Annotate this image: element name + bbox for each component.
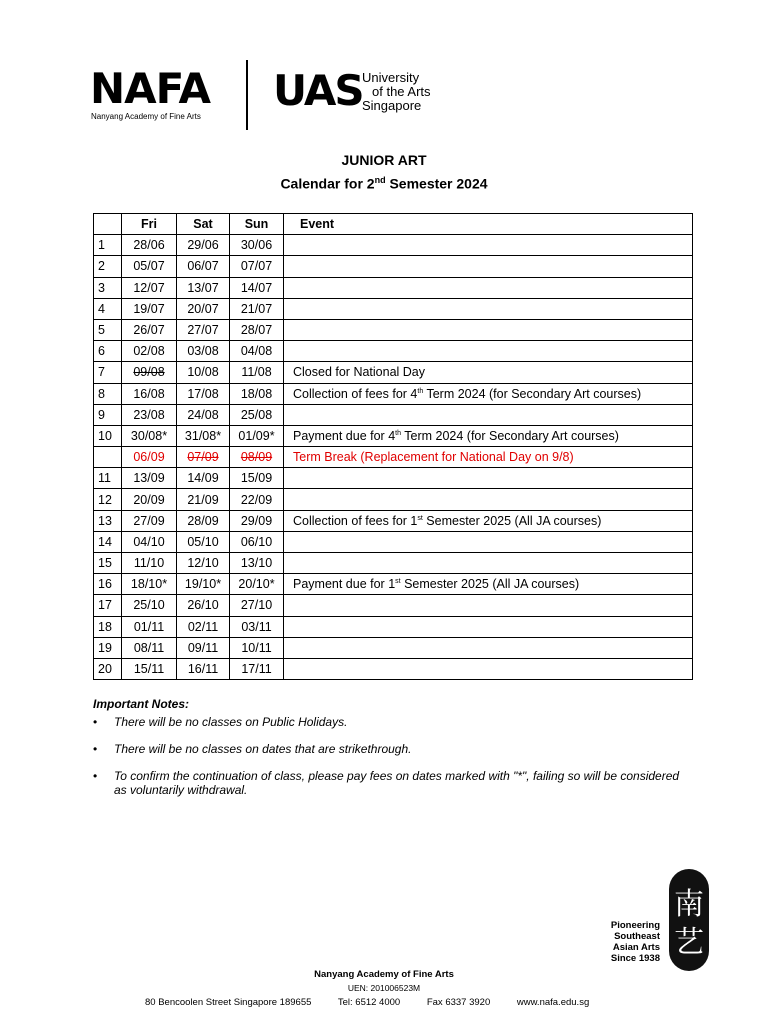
- date-sat: 20/07: [177, 298, 230, 319]
- date-fri: 25/10: [122, 595, 177, 616]
- date-sat: 21/09: [177, 489, 230, 510]
- table-row: [94, 595, 693, 616]
- notes-list: [93, 715, 693, 797]
- logo-header: [90, 60, 490, 132]
- event-cell: [284, 553, 693, 574]
- week-number: 7: [94, 362, 122, 383]
- nafa-logo: NAFA: [90, 64, 211, 113]
- calendar-body: [94, 235, 693, 680]
- table-row: [94, 383, 693, 404]
- seal-tagline: [600, 920, 660, 964]
- date-fri: 20/09: [122, 489, 177, 510]
- date-sat: 17/08: [177, 383, 230, 404]
- footer-address: 80 Bencoolen Street Singapore 189655: [145, 997, 312, 1008]
- week-number: 5: [94, 319, 122, 340]
- date-fri: 11/10: [122, 553, 177, 574]
- table-header-row: [94, 214, 693, 235]
- event-cell: Term Break (Replacement for National Day on 9/8): [284, 447, 693, 468]
- event-cell: [284, 235, 693, 256]
- event-cell: [284, 319, 693, 340]
- important-notes: [93, 697, 693, 810]
- week-number: 6: [94, 341, 122, 362]
- date-fri: 12/07: [122, 277, 177, 298]
- note-item: • There will be no classes on dates that are strikethrough.: [93, 742, 693, 756]
- date-sat: 29/06: [177, 235, 230, 256]
- svg-text:艺: 艺: [674, 925, 704, 960]
- date-sun: 06/10: [230, 531, 284, 552]
- event-cell: Collection of fees for 1st Semester 2025 (All JA courses): [284, 510, 693, 531]
- date-fri: 19/07: [122, 298, 177, 319]
- date-fri: 27/09: [122, 510, 177, 531]
- table-row: [94, 362, 693, 383]
- date-sun: 14/07: [230, 277, 284, 298]
- week-number: 4: [94, 298, 122, 319]
- week-number: 1: [94, 235, 122, 256]
- table-row: [94, 319, 693, 340]
- week-number: 3: [94, 277, 122, 298]
- table-row: [94, 404, 693, 425]
- date-sun: 30/06: [230, 235, 284, 256]
- date-sun: 04/08: [230, 341, 284, 362]
- week-number: 16: [94, 574, 122, 595]
- seal-line-2: Southeast: [614, 931, 660, 942]
- event-cell: [284, 277, 693, 298]
- date-sat: 03/08: [177, 341, 230, 362]
- seal-line-1: Pioneering: [610, 920, 660, 931]
- table-row: [94, 341, 693, 362]
- week-number: 15: [94, 553, 122, 574]
- note-item: • There will be no classes on Public Holidays.: [93, 715, 693, 729]
- date-sat: 12/10: [177, 553, 230, 574]
- table-row: [94, 298, 693, 319]
- uas-logo: UAS: [273, 66, 363, 115]
- nafa-logo-subtitle: Nanyang Academy of Fine Arts: [91, 112, 201, 121]
- week-number: 17: [94, 595, 122, 616]
- week-number: 9: [94, 404, 122, 425]
- date-sat: 26/10: [177, 595, 230, 616]
- footer-uen: UEN: 201006523M: [347, 983, 421, 993]
- uas-line-2: of the Arts: [372, 84, 431, 99]
- date-fri: 04/10: [122, 531, 177, 552]
- date-fri: 30/08*: [122, 425, 177, 446]
- seal-line-4: Since 1938: [610, 953, 660, 964]
- date-fri: 13/09: [122, 468, 177, 489]
- header-event: Event: [284, 214, 693, 235]
- date-sat: 13/07: [177, 277, 230, 298]
- date-sun: 10/11: [230, 637, 284, 658]
- date-sun: 25/08: [230, 404, 284, 425]
- event-cell: [284, 256, 693, 277]
- event-cell: [284, 637, 693, 658]
- week-number: 2: [94, 256, 122, 277]
- event-cell: Payment due for 4th Term 2024 (for Secondary Art courses): [284, 425, 693, 446]
- event-cell: Payment due for 1st Semester 2025 (All JA courses): [284, 574, 693, 595]
- date-sat: 14/09: [177, 468, 230, 489]
- table-row: [94, 574, 693, 595]
- date-sat: 06/07: [177, 256, 230, 277]
- event-cell: [284, 341, 693, 362]
- table-row: [94, 447, 693, 468]
- date-fri: 06/09: [122, 447, 177, 468]
- date-sat: 05/10: [177, 531, 230, 552]
- event-cell: [284, 468, 693, 489]
- week-number: [94, 447, 122, 468]
- date-sun: 15/09: [230, 468, 284, 489]
- table-row: [94, 531, 693, 552]
- table-row: [94, 425, 693, 446]
- header-sat: Sat: [177, 214, 230, 235]
- table-row: [94, 235, 693, 256]
- date-sat: 31/08*: [177, 425, 230, 446]
- event-cell: Closed for National Day: [284, 362, 693, 383]
- table-row: [94, 256, 693, 277]
- week-number: 12: [94, 489, 122, 510]
- date-fri: 01/11: [122, 616, 177, 637]
- event-cell: Collection of fees for 4th Term 2024 (for Secondary Art courses): [284, 383, 693, 404]
- footer-web[interactable]: www.nafa.edu.sg: [516, 997, 590, 1008]
- date-sun: 17/11: [230, 658, 284, 679]
- event-cell: [284, 531, 693, 552]
- header-fri: Fri: [122, 214, 177, 235]
- table-row: [94, 616, 693, 637]
- event-cell: [284, 595, 693, 616]
- footer-contact: [145, 997, 613, 1008]
- date-sun: 13/10: [230, 553, 284, 574]
- table-row: [94, 489, 693, 510]
- date-sun: 01/09*: [230, 425, 284, 446]
- date-fri: 16/08: [122, 383, 177, 404]
- date-sat: 02/11: [177, 616, 230, 637]
- header-sun: Sun: [230, 214, 284, 235]
- notes-title: Important Notes:: [93, 697, 189, 711]
- uas-line-1: University: [362, 70, 420, 85]
- date-sat: 19/10*: [177, 574, 230, 595]
- table-row: [94, 553, 693, 574]
- event-cell: [284, 658, 693, 679]
- week-number: 18: [94, 616, 122, 637]
- document-title: JUNIOR ART: [341, 152, 427, 168]
- calendar-table: [93, 213, 693, 680]
- date-sun: 03/11: [230, 616, 284, 637]
- date-sun: 22/09: [230, 489, 284, 510]
- table-row: [94, 277, 693, 298]
- date-fri: 02/08: [122, 341, 177, 362]
- date-sat: 09/11: [177, 637, 230, 658]
- event-cell: [284, 489, 693, 510]
- date-fri: 18/10*: [122, 574, 177, 595]
- week-number: 11: [94, 468, 122, 489]
- table-row: [94, 510, 693, 531]
- svg-text:南: 南: [674, 887, 704, 922]
- date-sun: 18/08: [230, 383, 284, 404]
- week-number: 20: [94, 658, 122, 679]
- date-sat: 10/08: [177, 362, 230, 383]
- table-row: [94, 658, 693, 679]
- date-fri: 23/08: [122, 404, 177, 425]
- header-week: [94, 214, 122, 235]
- event-cell: [284, 404, 693, 425]
- footer-tel: Tel: 6512 4000: [337, 997, 401, 1008]
- date-sun: 28/07: [230, 319, 284, 340]
- date-fri: 05/07: [122, 256, 177, 277]
- logo-divider: [246, 60, 248, 130]
- note-item: • To confirm the continuation of class, please pay fees on dates marked with "*", failing so will be considered as voluntarily withdrawal.: [93, 769, 693, 797]
- date-sun: 20/10*: [230, 574, 284, 595]
- date-sat: 07/09: [177, 447, 230, 468]
- date-sat: 27/07: [177, 319, 230, 340]
- event-cell: [284, 298, 693, 319]
- date-fri: 26/07: [122, 319, 177, 340]
- date-sat: 16/11: [177, 658, 230, 679]
- document-subtitle: Calendar for 2nd Semester 2024: [280, 175, 488, 192]
- footer-fax: Fax 6337 3920: [426, 997, 491, 1008]
- uas-line-3: Singapore: [362, 98, 422, 113]
- week-number: 19: [94, 637, 122, 658]
- date-sun: 08/09: [230, 447, 284, 468]
- date-fri: 08/11: [122, 637, 177, 658]
- week-number: 10: [94, 425, 122, 446]
- date-fri: 15/11: [122, 658, 177, 679]
- week-number: 13: [94, 510, 122, 531]
- date-sun: 27/10: [230, 595, 284, 616]
- date-sun: 07/07: [230, 256, 284, 277]
- date-fri: 28/06: [122, 235, 177, 256]
- date-sun: 11/08: [230, 362, 284, 383]
- week-number: 8: [94, 383, 122, 404]
- date-sun: 29/09: [230, 510, 284, 531]
- table-row: [94, 468, 693, 489]
- footer-organization: Nanyang Academy of Fine Arts: [314, 969, 454, 980]
- week-number: 14: [94, 531, 122, 552]
- seal-line-3: Asian Arts: [612, 942, 660, 953]
- date-fri: 09/08: [122, 362, 177, 383]
- uas-logo-text: [362, 71, 431, 113]
- event-cell: [284, 616, 693, 637]
- table-row: [94, 637, 693, 658]
- date-sun: 21/07: [230, 298, 284, 319]
- date-sat: 28/09: [177, 510, 230, 531]
- nafa-seal-logo: [668, 868, 710, 972]
- date-sat: 24/08: [177, 404, 230, 425]
